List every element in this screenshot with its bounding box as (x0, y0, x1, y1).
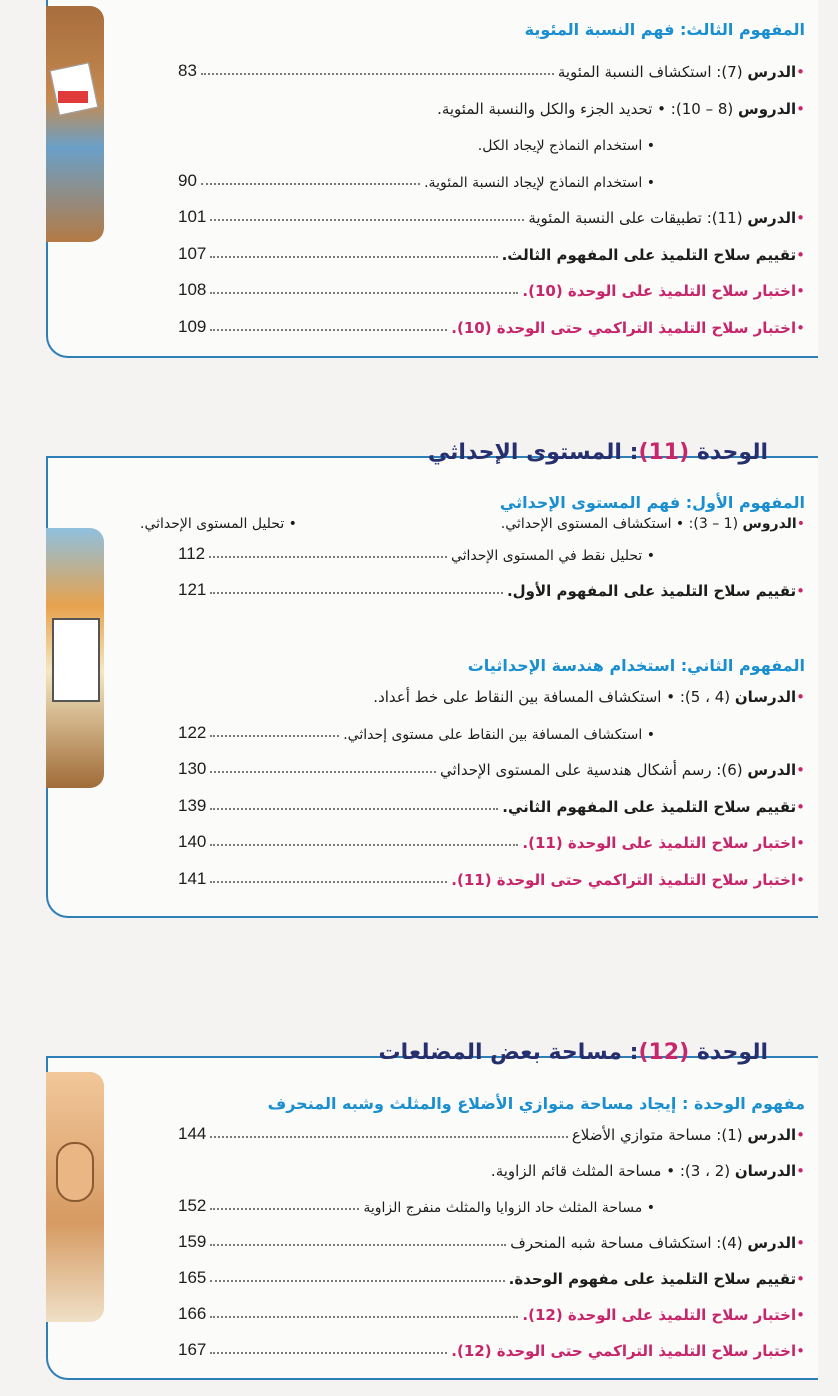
toc-row-detail: (8 – 10): • تحديد الجزء والكل والنسبة المئوية. (437, 99, 739, 118)
toc-row-label: الدرس (747, 1234, 797, 1252)
toc-row-text (509, 1270, 805, 1288)
page-number: 108 (178, 280, 207, 299)
bullet-icon: • (796, 1342, 805, 1360)
toc-row (178, 1118, 805, 1144)
dot-leader (210, 219, 524, 221)
toc-row-label: اختبار سلاح التلميذ على الوحدة (12). (522, 1306, 797, 1324)
toc-row-label: الدروس (738, 99, 797, 118)
toc-row-text (528, 209, 805, 227)
toc-row (178, 1262, 805, 1288)
dot-leader (210, 808, 498, 810)
page-number: 139 (178, 795, 207, 815)
page-number: 165 (178, 1268, 207, 1287)
toc-row (178, 538, 805, 564)
toc-row-text (424, 175, 655, 191)
page-number: 140 (178, 832, 207, 851)
toc-row-text (451, 1342, 805, 1360)
unit-12-illustration (46, 1072, 104, 1322)
page-number: 166 (178, 1304, 207, 1323)
toc-row (178, 680, 805, 706)
bullet-icon: • (796, 582, 805, 600)
bullet-icon: • (796, 99, 805, 118)
toc-row-text (522, 282, 805, 300)
unit-12-concept-title: مفهوم الوحدة : إيجاد مساحة متوازي الأضلاع والمثلث وشبه المنحرف (267, 1094, 805, 1113)
toc-row (178, 1226, 805, 1252)
page-number: 159 (178, 1232, 207, 1251)
unit-11-concept-1-title: المفهوم الأول: فهم المستوى الإحداثي (499, 493, 805, 512)
toc-row-detail: (2 ، 3): • مساحة المثلث قائم الزاوية. (490, 1162, 735, 1180)
page-number: 167 (178, 1340, 207, 1359)
page-number: 90 (178, 170, 197, 190)
toc-row-text (437, 100, 805, 118)
page-number: 112 (178, 544, 206, 563)
toc-row-label: الدرسان (734, 688, 797, 706)
dot-leader (210, 292, 518, 294)
unit-10-concept-title: المفهوم الثالث: فهم النسبة المئوية (524, 20, 805, 39)
toc-row-text (502, 798, 805, 816)
bullet-icon: • (796, 209, 805, 227)
page-number: 121 (178, 580, 207, 599)
toc-row-label: اختبار سلاح التلميذ على الوحدة (10). (522, 282, 797, 300)
toc-row (178, 1334, 805, 1360)
dot-leader (210, 329, 447, 331)
dot-leader (210, 592, 503, 594)
toc-row-label: اختبار سلاح التلميذ التراكمي حتى الوحدة (10). (451, 318, 797, 337)
unit-12-title: الوحدة (12): مساحة بعض المضلعات (378, 1040, 768, 1065)
unit-10-illustration (46, 6, 104, 242)
toc-row-detail: (6): رسم أشكال هندسية على المستوى الإحداثي (440, 761, 748, 779)
unit-11-concept-2-title: المفهوم الثاني: استخدام هندسة الإحداثيات (467, 656, 805, 675)
toc-row-detail: • استخدام النماذج لإيجاد الكل. (477, 138, 655, 154)
bullet-icon: • (796, 761, 805, 779)
page-number: 130 (178, 759, 207, 778)
toc-row (178, 1154, 805, 1180)
dot-leader (210, 771, 436, 773)
toc-row (178, 128, 805, 154)
toc-row-label: تقييم سلاح التلميذ على المفهوم الثاني. (502, 797, 797, 816)
toc-row-detail: (4): استكشاف مساحة شبه المنحرف (510, 1234, 748, 1252)
toc-row-label: تقييم سلاح التلميذ على مفهوم الوحدة. (508, 1270, 797, 1288)
bullet-icon: • (796, 1126, 805, 1144)
page-number: 144 (178, 1124, 207, 1143)
dot-leader (210, 1208, 359, 1210)
toc-row (178, 790, 805, 816)
toc-row-detail: • استكشاف المسافة بين النقاط على مستوى إحداثي. (343, 726, 655, 743)
dot-leader (210, 1136, 567, 1138)
bullet-icon: • (796, 797, 805, 816)
dot-leader (210, 881, 447, 883)
dot-leader (210, 844, 518, 846)
page-number: 83 (178, 61, 197, 80)
toc-row-detail: (7): استكشاف النسبة المئوية (557, 63, 748, 81)
toc-row (178, 238, 805, 264)
toc-row-label: اختبار سلاح التلميذ على الوحدة (11). (522, 834, 797, 852)
dot-leader (210, 735, 339, 737)
bullet-icon: • (796, 1162, 805, 1180)
toc-row-text (343, 727, 655, 743)
toc-row-label: الدرس (747, 209, 797, 227)
page-number: 141 (178, 868, 207, 888)
toc-row (178, 55, 805, 81)
unit-11-illustration (46, 528, 104, 788)
bullet-icon: • (796, 63, 805, 81)
toc-row-label: الدرسان (734, 1162, 797, 1180)
toc-row-label: اختبار سلاح التلميذ التراكمي حتى الوحدة (11). (451, 870, 797, 889)
bullet-icon: • (796, 282, 805, 300)
toc-row (178, 863, 805, 889)
page-number: 109 (178, 316, 207, 336)
dot-leader (201, 183, 420, 185)
bullet-icon: • (796, 688, 805, 706)
toc-row (178, 92, 805, 118)
toc-row-text (507, 582, 805, 600)
toc-row-text (522, 834, 805, 852)
toc-row-text (373, 688, 805, 706)
dot-leader (210, 1316, 518, 1318)
dot-leader (210, 1352, 447, 1354)
toc-row-detail: (1): مساحة متوازي الأضلاع (571, 1126, 748, 1144)
toc-row-detail: • مساحة المثلث حاد الزوايا والمثلث منفرج الزاوية (363, 1200, 655, 1216)
toc-row-text (491, 1162, 805, 1180)
bullet-icon: • (796, 1234, 805, 1252)
dot-leader (201, 73, 554, 75)
toc-row-label: الدرس (747, 63, 797, 81)
toc-row (178, 826, 805, 852)
unit-11-lessons-1-3-extra: • تحليل المستوى الإحداثي. (140, 516, 297, 532)
bullet-icon: • (796, 870, 805, 889)
toc-row (178, 1190, 805, 1216)
toc-row-label: تقييم سلاح التلميذ على المفهوم الأول. (506, 582, 797, 600)
toc-row-text (440, 761, 805, 779)
toc-row-text (451, 548, 655, 564)
page-number: 122 (178, 722, 207, 742)
toc-row (178, 1298, 805, 1324)
toc-row-detail: (11): تطبيقات على النسبة المئوية (528, 209, 748, 227)
bullet-icon: • (796, 1270, 805, 1288)
toc-row-text (522, 1306, 805, 1324)
toc-row (178, 165, 805, 191)
toc-row-text (572, 1126, 805, 1144)
toc-row (178, 274, 805, 300)
toc-row-detail: • استخدام النماذج لإيجاد النسبة المئوية. (424, 174, 655, 191)
toc-row-label: تقييم سلاح التلميذ على المفهوم الثالث. (501, 245, 797, 264)
toc-row-text (478, 138, 655, 154)
toc-row-text (502, 246, 805, 264)
dot-leader (210, 1244, 506, 1246)
toc-row-label: الدرس (747, 1126, 797, 1144)
bullet-icon: • (796, 318, 805, 337)
bullet-icon: • (796, 834, 805, 852)
dot-leader (210, 1280, 504, 1282)
toc-row (178, 201, 805, 227)
toc-row (178, 753, 805, 779)
bullet-icon: • (796, 1306, 805, 1324)
toc-row-text (510, 1234, 805, 1252)
toc-row-detail: (4 ، 5): • استكشاف المسافة بين النقاط على خط أعداد. (373, 688, 735, 706)
toc-row (178, 574, 805, 600)
unit-11-lessons-1-3: •الدروس (1 – 3): • استكشاف المستوى الإحداثي. (500, 516, 805, 532)
dot-leader (210, 256, 497, 258)
page-number: 107 (178, 243, 207, 263)
toc-row-text (363, 1200, 655, 1216)
toc-row-detail: • تحليل نقط في المستوى الإحداثي (450, 548, 655, 564)
toc-row-text (558, 63, 805, 81)
toc-row-label: اختبار سلاح التلميذ التراكمي حتى الوحدة (12). (451, 1342, 797, 1360)
toc-row-text (451, 871, 805, 889)
dot-leader (209, 556, 447, 558)
unit-11-title: الوحدة (11): المستوى الإحداثي (427, 440, 768, 465)
bullet-icon: • (796, 245, 805, 264)
page-number: 101 (178, 207, 207, 226)
page-number: 152 (178, 1196, 207, 1215)
toc-row (178, 717, 805, 743)
toc-row (178, 311, 805, 337)
toc-row-label: الدرس (747, 761, 797, 779)
toc-row-text (451, 319, 805, 337)
